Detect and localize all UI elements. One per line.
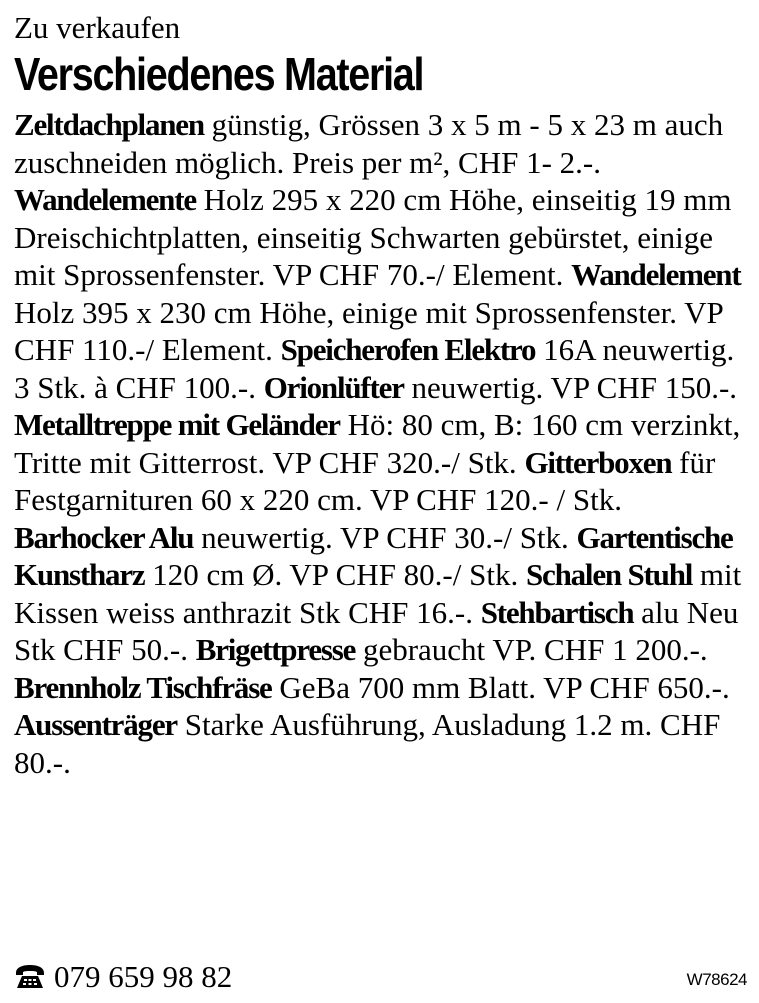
item-name: Stehbartisch bbox=[480, 594, 634, 630]
item-description: günstig, Grössen 3 x 5 m - 5 x 23 m auch zuschneiden möglich. Preis per m², CHF 1- 2.-. bbox=[14, 107, 724, 180]
ad-body-text bbox=[14, 106, 748, 781]
ad-kicker: Zu verkaufen bbox=[14, 10, 181, 45]
item-description: alu Neu Stk CHF 50.-. bbox=[14, 594, 739, 667]
item-name: Barhocker Alu bbox=[14, 519, 194, 555]
item-description: neuwertig. VP CHF 30.-/ Stk. bbox=[193, 519, 577, 555]
item-description: Hö: 80 cm, B: 160 cm verzinkt, Tritte mit Gitterrost. VP CHF 320.-/ Stk. bbox=[14, 407, 741, 480]
item-name: Gitterboxen bbox=[524, 444, 672, 480]
item-description: für Festgarnituren 60 x 220 cm. VP CHF 120.- / Stk. bbox=[14, 444, 716, 517]
item-description: neuwertig. VP CHF 150.-. bbox=[403, 369, 738, 405]
item-description: 120 cm Ø. VP CHF 80.-/ Stk. bbox=[144, 557, 526, 592]
phone-number: 079 659 98 82 bbox=[54, 959, 233, 994]
ad-reference-code: W78624 bbox=[686, 970, 747, 989]
item-name: Orionlüfter bbox=[263, 369, 404, 405]
item-name: Speicherofen Elektro bbox=[280, 332, 536, 367]
item-name: Wandelemente bbox=[14, 182, 196, 217]
item-description: mit Kissen weiss anthrazit Stk CHF 16.-. bbox=[14, 557, 742, 630]
ad-title: Verschiedenes Material bbox=[14, 48, 424, 100]
telephone-icon bbox=[14, 964, 46, 990]
item-description: Holz 295 x 220 cm Höhe, einseitig 19 mm Dreischichtplatten, einseitig Schwarten gebürstet, einige mit Sprossenfenster. VP CHF 70.-/ Element. bbox=[14, 182, 732, 292]
item-name: Brigettpresse bbox=[195, 632, 356, 667]
item-name: Zeltdachplanen bbox=[14, 107, 204, 142]
classified-ad bbox=[14, 10, 748, 781]
contact-line bbox=[14, 957, 232, 997]
item-description: gebraucht VP. CHF 1 200.-. bbox=[355, 632, 708, 667]
item-name: Schalen Stuhl bbox=[525, 557, 693, 592]
item-description: GeBa 700 mm Blatt. VP CHF 650.-. bbox=[271, 669, 730, 705]
item-name: Aussenträger bbox=[14, 707, 177, 742]
item-name: Metalltreppe mit Geländer bbox=[14, 407, 340, 442]
item-description: 16A neuwertig. 3 Stk. à CHF 100.-. bbox=[14, 332, 735, 405]
item-description: Starke Ausführung, Ausladung 1.2 m. CHF 80.-. bbox=[14, 707, 721, 780]
item-name: Gartentische Kunstharz bbox=[14, 519, 733, 592]
item-name: Wandelement bbox=[571, 257, 741, 292]
item-name: Brennholz Tischfräse bbox=[14, 669, 272, 705]
item-description: Holz 395 x 230 cm Höhe, einige mit Sprossenfenster. VP CHF 110.-/ Element. bbox=[14, 294, 723, 367]
